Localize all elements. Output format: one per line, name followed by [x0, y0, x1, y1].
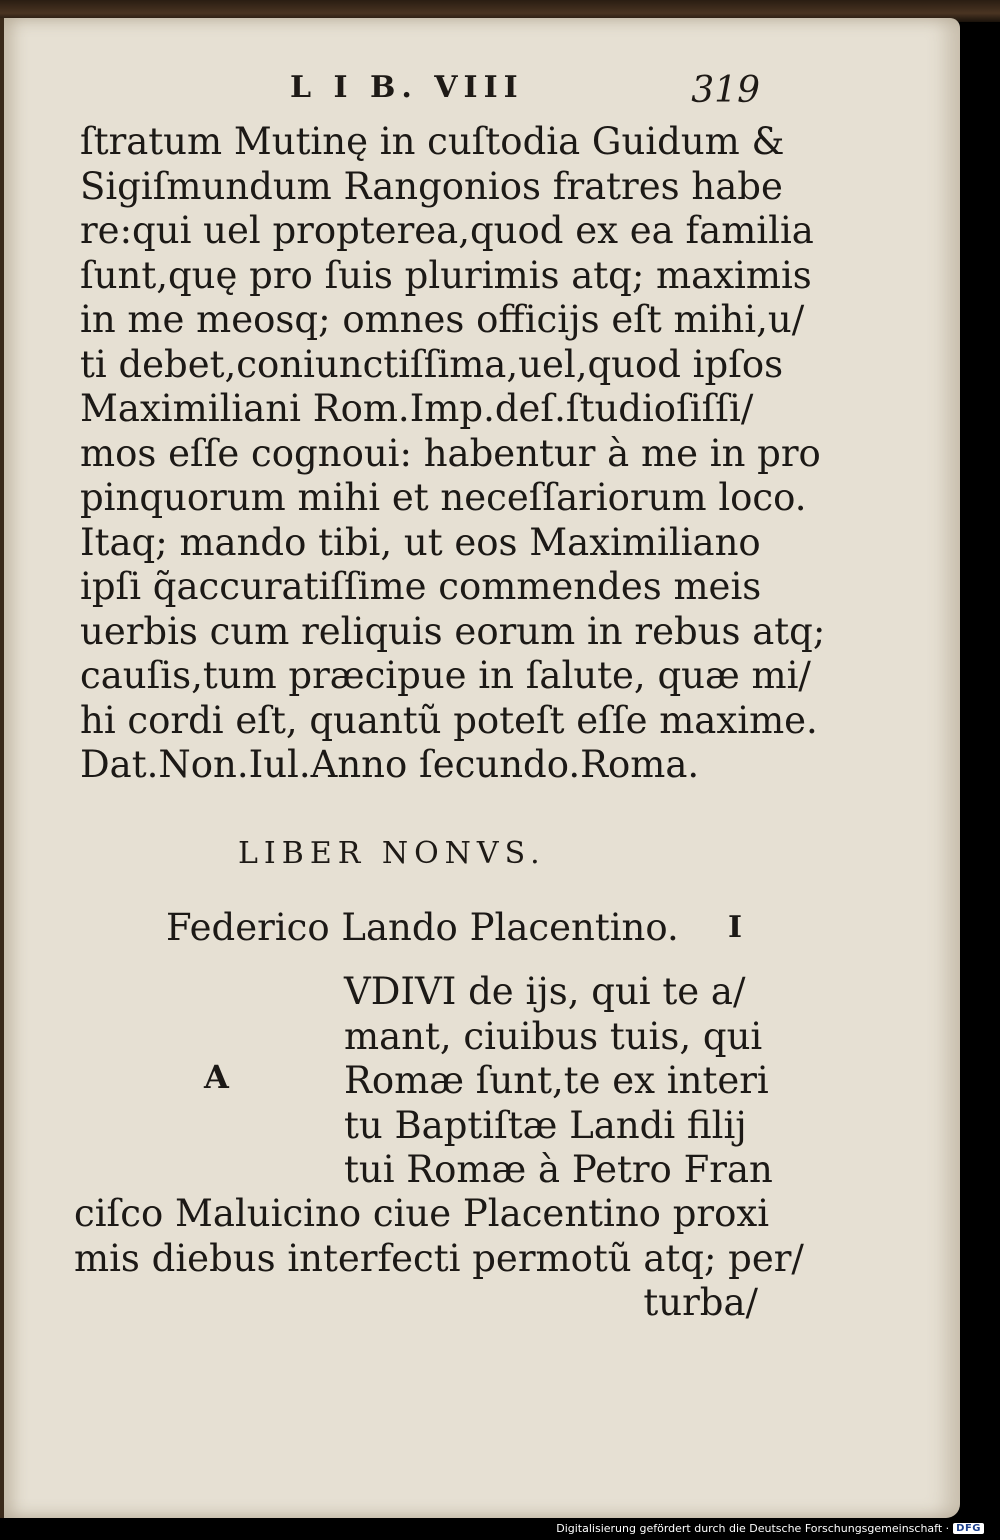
running-head: L I B. VIII — [290, 70, 524, 105]
text-line: ſunt,quę pro ſuis plurimis atq; maximis — [80, 253, 812, 297]
letter-full-text — [74, 1192, 804, 1326]
text-line: mis diebus interfecti permotũ atq; per/ — [74, 1236, 804, 1280]
text-line: mant, ciuibus tuis, qui — [344, 1014, 763, 1058]
letter-addressee: Federico Lando Placentino. — [166, 906, 679, 949]
text-line: tui Romæ à Petro Fran — [344, 1148, 773, 1191]
text-line: mos eſſe cognoui: habentur à me in pro — [80, 431, 821, 475]
text-line: re:qui uel propterea,quod ex ea familia — [80, 209, 814, 252]
page-header — [290, 70, 760, 120]
catchword: turba/ — [643, 1281, 758, 1324]
text-line: cauſis,tum præcipue in ſalute, quæ mi/ — [80, 654, 811, 697]
text-line: Sigiſmundum Rangonios fratres habe — [80, 164, 783, 208]
section-title: LIBER NONVS. — [238, 836, 546, 871]
letter-heading — [166, 906, 766, 956]
text-line: tu Baptiſtæ Landi filij — [344, 1103, 747, 1147]
text-line: Itaq; mando tibi, ut eos Maximiliano — [80, 520, 761, 564]
text-line: Romæ ſunt,te ex interi — [344, 1059, 769, 1102]
digitization-credit — [556, 1520, 984, 1536]
credit-text: Digitalisierung gefördert durch die Deutsche Forschungsgemeinschaft · — [556, 1521, 950, 1535]
text-line: hi cordi eſt, quantũ poteſt eſſe maxime. — [80, 698, 818, 742]
text-line: ciſco Maluicino ciue Placentino proxi — [74, 1192, 770, 1235]
text-line: Maximiliani Rom.Imp.deſ.ſtudioſiſſi/ — [80, 387, 754, 430]
decorative-initial: A — [204, 1058, 229, 1096]
letter-number: I — [728, 910, 743, 945]
text-line: in me meosq; omnes officijs eſt mihi,u/ — [80, 298, 805, 341]
text-line: uerbis cum reliquis eorum in rebus atq; — [80, 609, 826, 653]
text-line: ſtratum Mutinę in cuſtodia Guidum & — [80, 120, 785, 163]
body-text — [80, 120, 826, 788]
text-line: ti debet,coniunctiſſima,uel,quod ipſos — [80, 342, 784, 386]
text-line: pinquorum mihi et neceſſariorum loco. — [80, 476, 807, 519]
text-line: ipſi q̃accuratiſſime commendes meis — [80, 565, 762, 608]
text-line: VDIVI de ijs, qui te a/ — [344, 970, 746, 1013]
text-line: Dat.Non.Iul.Anno ſecundo.Roma. — [80, 743, 700, 786]
page-number: 319 — [691, 70, 760, 111]
letter-indented-text — [344, 970, 773, 1193]
dfg-logo: DFG — [953, 1523, 984, 1534]
